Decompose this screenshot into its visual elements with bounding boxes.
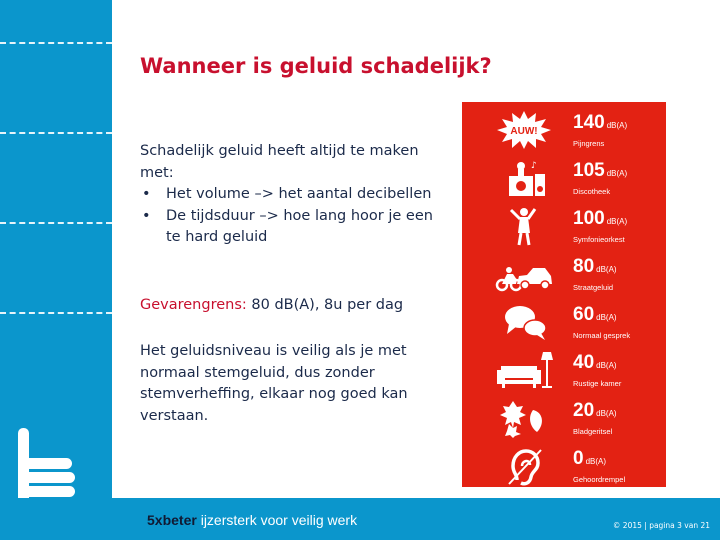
- brand-tagline: ijzersterk voor veilig werk: [196, 512, 358, 528]
- safe-level-text: Het geluidsniveau is veilig als je met normaal stemgeluid, dus zonder stemverheffing, elkaar nog goed kan verstaan.: [140, 343, 408, 424]
- level-row-0: [462, 442, 666, 490]
- level-label: Normaal gesprek: [573, 331, 631, 340]
- page-title: Wanneer is geluid schadelijk?: [140, 54, 492, 78]
- level-label: Straatgeluid: [573, 283, 614, 292]
- level-label: Pijngrens: [573, 139, 605, 148]
- harm-factors-block: [140, 141, 445, 249]
- footer-brand: [147, 512, 357, 528]
- danger-limit-line: [140, 295, 445, 317]
- speech-bubbles-icon: [495, 302, 553, 342]
- level-label: Rustige kamer: [573, 379, 622, 388]
- level-label: Bladgeritsel: [573, 427, 613, 436]
- level-value: 105 dB(A): [573, 160, 628, 181]
- ear-icon: [495, 446, 553, 486]
- sofa-lamp-icon: [495, 350, 553, 390]
- leaves-icon: [495, 398, 553, 438]
- level-label: Discotheek: [573, 187, 611, 196]
- level-label: Symfonieorkest: [573, 235, 625, 244]
- svg-text:♪: ♪: [531, 161, 537, 171]
- level-value: 40 dB(A): [573, 352, 617, 373]
- danger-limit-label: Gevarengrens:: [140, 297, 247, 313]
- traffic-icon: [495, 254, 553, 294]
- level-row-40: [462, 346, 666, 394]
- factor-list: [140, 184, 445, 249]
- page-info: © 2015 | pagina 3 van 21: [612, 521, 710, 530]
- level-value: 80 dB(A): [573, 256, 617, 277]
- level-row-140: [462, 106, 666, 154]
- level-value: 140 dB(A): [573, 112, 628, 133]
- level-value: 0 dB(A): [573, 448, 607, 469]
- level-value: 20 dB(A): [573, 400, 617, 421]
- level-value: 60 dB(A): [573, 304, 617, 325]
- decibel-scale-panel: [462, 102, 666, 487]
- level-row-80: [462, 250, 666, 298]
- dashed-divider: [0, 42, 112, 44]
- danger-limit-value: 80 dB(A), 8u per dag: [246, 297, 404, 313]
- level-row-20: [462, 394, 666, 442]
- conductor-icon: [495, 206, 553, 246]
- brand-name: 5xbeter: [147, 512, 197, 528]
- level-row-60: [462, 298, 666, 346]
- dashed-divider: [0, 222, 112, 224]
- level-row-105: [462, 154, 666, 202]
- auw-burst-icon: [495, 110, 553, 150]
- level-label: Gehoordrempel: [573, 475, 626, 484]
- disco-speaker-icon: [495, 158, 553, 198]
- dashed-divider: [0, 312, 112, 314]
- level-row-100: [462, 202, 666, 250]
- list-item: • De tijdsduur –> hoe lang hoor je een te hard geluid: [140, 206, 445, 249]
- list-item: • Het volume –> het aantal decibellen: [140, 184, 445, 206]
- footer-band: [0, 498, 720, 540]
- level-value: 100 dB(A): [573, 208, 628, 229]
- burst-text: AUW!: [510, 126, 538, 137]
- dashed-divider: [0, 132, 112, 134]
- intro-text: Schadelijk geluid heeft altijd te maken met:: [140, 143, 419, 181]
